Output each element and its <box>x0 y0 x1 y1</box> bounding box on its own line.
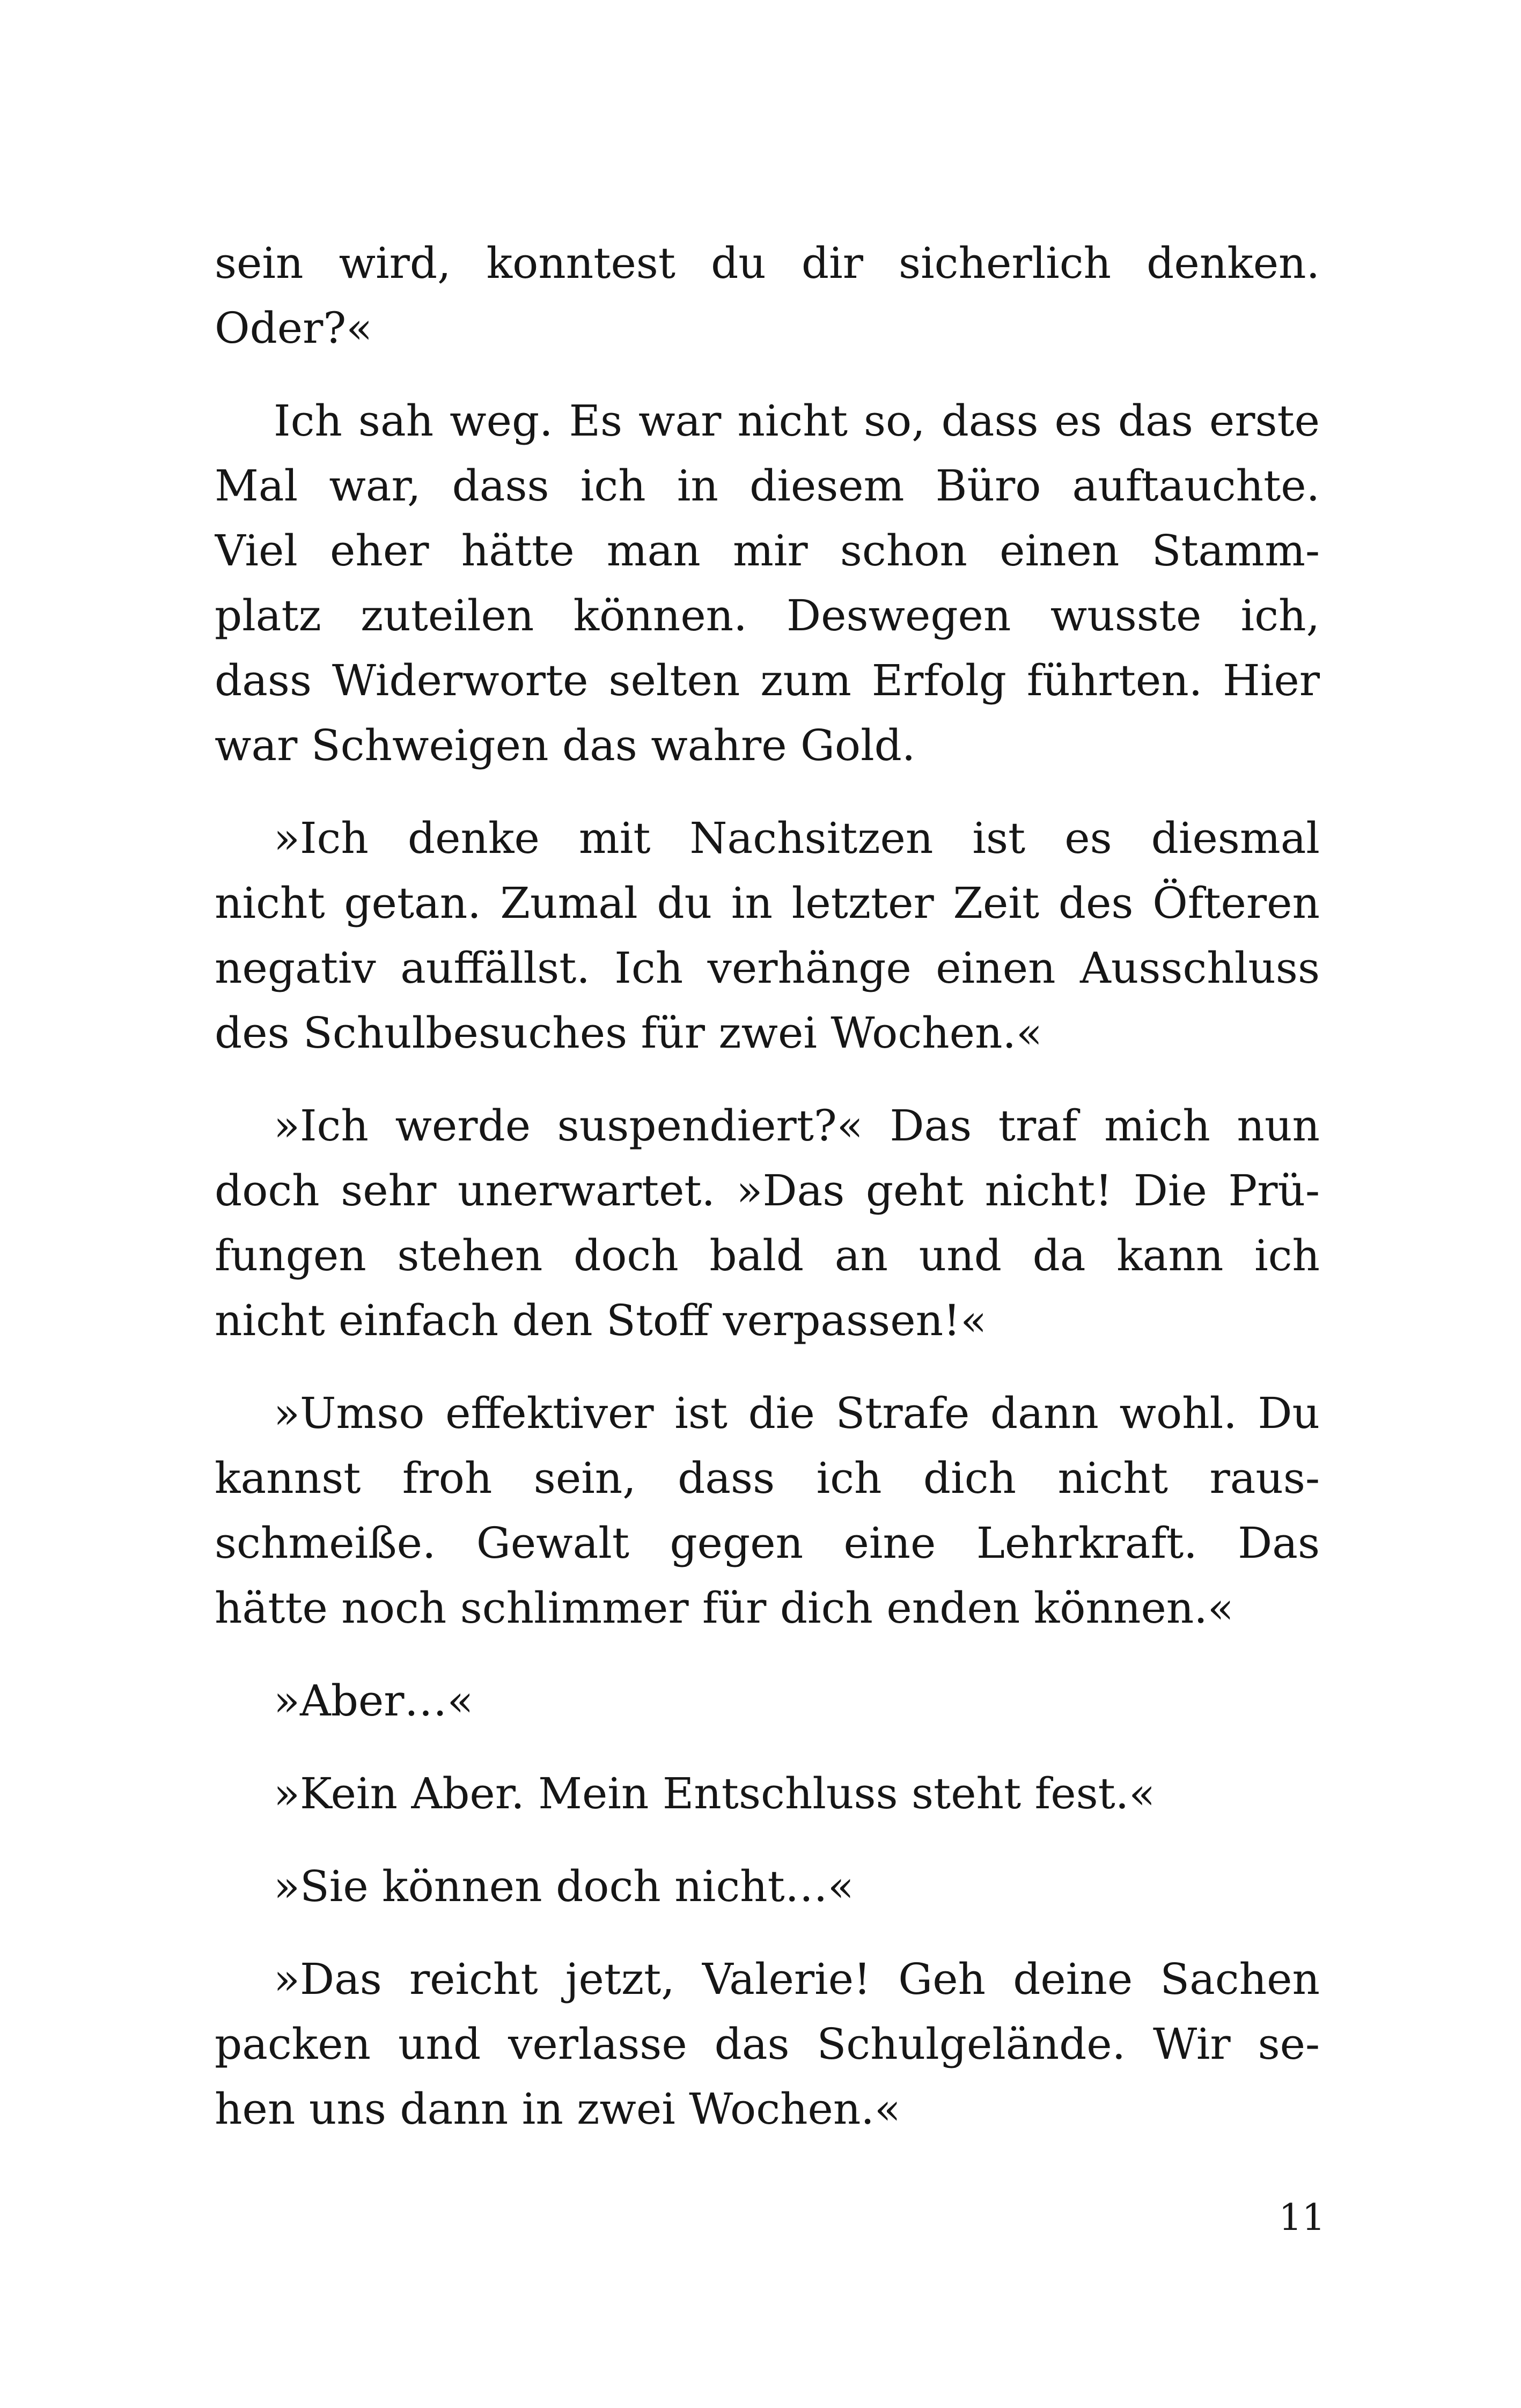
page-number: 11 <box>1278 2197 1325 2239</box>
text-line: Viel eher hätte man mir schon einen Stamm- <box>215 526 1320 576</box>
text-line: »Kein Aber. Mein Entschluss steht fest.« <box>274 1769 1156 1818</box>
text-line: nicht einfach den Stoff verpassen!« <box>215 1295 987 1345</box>
paragraph <box>215 1093 1320 1353</box>
paragraph <box>215 231 1320 360</box>
paragraph <box>215 388 1320 778</box>
text-line: »Ich werde suspendiert?« Das traf mich nun <box>274 1101 1320 1151</box>
paragraph <box>215 1854 1320 1919</box>
text-line: Oder?« <box>215 303 373 353</box>
text-line: negativ auffällst. Ich verhänge einen Ausschluss <box>215 943 1320 993</box>
text-line: war Schweigen das wahre Gold. <box>215 720 916 770</box>
text-line: des Schulbesuches für zwei Wochen.« <box>215 1008 1042 1058</box>
text-line: hen uns dann in zwei Wochen.« <box>215 2084 901 2134</box>
text-line: »Ich denke mit Nachsitzen ist es diesmal <box>274 813 1320 863</box>
text-line: kannst froh sein, dass ich dich nicht raus- <box>215 1453 1320 1503</box>
text-line: fungen stehen doch bald an und da kann ich <box>215 1231 1320 1280</box>
text-line: hätte noch schlimmer für dich enden können.« <box>215 1583 1234 1633</box>
paragraph <box>215 1947 1320 2141</box>
text-line: »Aber…« <box>274 1676 474 1726</box>
text-line: »Sie können doch nicht…« <box>274 1861 854 1911</box>
text-line: Mal war, dass ich in diesem Büro auftauchte. <box>215 461 1320 511</box>
text-line: dass Widerworte selten zum Erfolg führten. Hier <box>215 656 1320 705</box>
paragraph <box>215 1761 1320 1826</box>
text-line: Ich sah weg. Es war nicht so, dass es das erste <box>274 396 1320 446</box>
paragraph <box>215 1668 1320 1733</box>
text-line: packen und verlasse das Schulgelände. Wir se- <box>215 2019 1320 2069</box>
paragraph <box>215 806 1320 1065</box>
text-line: platz zuteilen können. Deswegen wusste ich, <box>215 591 1320 640</box>
paragraph <box>215 1381 1320 1640</box>
text-line: sein wird, konntest du dir sicherlich denken. <box>215 238 1320 288</box>
text-line: »Das reicht jetzt, Valerie! Geh deine Sachen <box>274 1954 1320 2004</box>
text-line: nicht getan. Zumal du in letzter Zeit des Öfteren <box>215 878 1320 928</box>
text-line: »Umso effektiver ist die Strafe dann wohl. Du <box>274 1388 1320 1438</box>
text-line: doch sehr unerwartet. »Das geht nicht! Die Prü- <box>215 1166 1320 1216</box>
body-text <box>215 231 1320 2169</box>
text-line: schmeiße. Gewalt gegen eine Lehrkraft. Das <box>215 1518 1320 1568</box>
